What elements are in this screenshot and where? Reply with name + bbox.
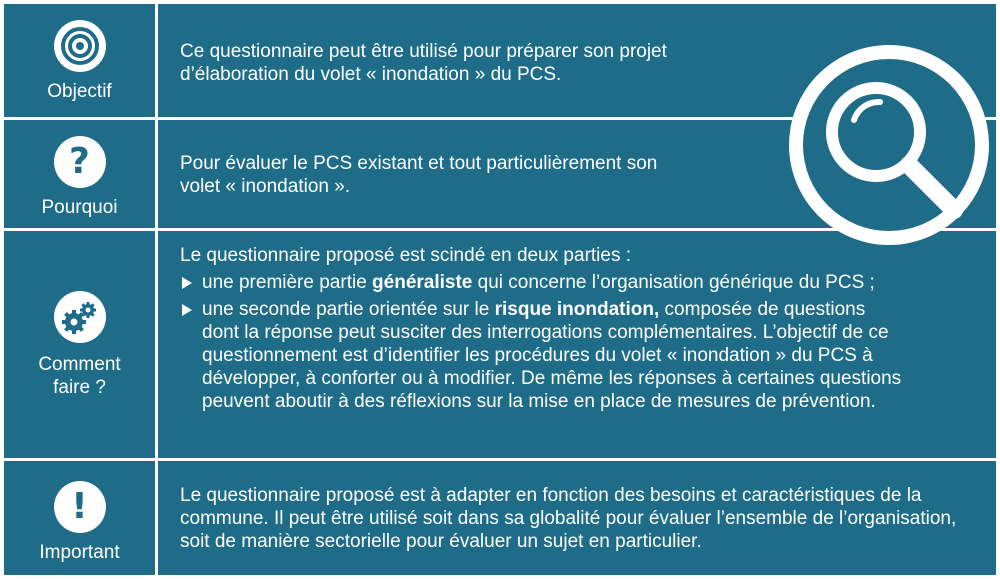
question-mark-icon: ? bbox=[54, 136, 106, 188]
exclamation-icon: ! bbox=[54, 481, 106, 533]
objectif-label: Objectif bbox=[47, 81, 112, 102]
comment-intro: Le questionnaire proposé est scindé en deux parties : bbox=[180, 245, 632, 266]
magnifying-glass-icon bbox=[784, 40, 994, 250]
comment-label-cell bbox=[4, 231, 155, 458]
important-label: Important bbox=[39, 542, 120, 563]
pourquoi-label-cell bbox=[4, 120, 155, 228]
objectif-text: Ce questionnaire peut être utilisé pour préparer son projet d’élaboration du volet « inondation » du PCS. bbox=[180, 41, 667, 85]
comment-bullet-list bbox=[180, 271, 970, 413]
important-text: Le questionnaire proposé est à adapter en fonction des besoins et caractéristiques de la commune. Il peut être utilisé soit dans sa globalité pour évaluer l’ensemble de l’organisation, soit de manière sectorielle pour évaluer un sujet en particulier. bbox=[180, 485, 957, 552]
pourquoi-label: Pourquoi bbox=[41, 197, 118, 218]
comment-label-line1: Comment bbox=[38, 353, 121, 375]
comment-bullet-1: une première partie généraliste qui concerne l’organisation générique du PCS ; bbox=[180, 271, 970, 294]
target-icon bbox=[54, 20, 106, 72]
comment-bullet-2: une seconde partie orientée sur le risque inondation, composée de questions dont la réponse peut susciter des interrogations complémentaires. L’objectif de ce questionnement est d’identifier les procédures du volet « inondation » du PCS à développer, à conforter ou à modifier. De même les réponses à certaines questions peuvent aboutir à des réflexions sur la mise en place de mesures de prévention. bbox=[180, 298, 902, 413]
gears-icon bbox=[54, 291, 106, 343]
pourquoi-text: Pour évaluer le PCS existant et tout particulièrement son volet « inondation ». bbox=[180, 153, 658, 197]
important-label-cell bbox=[4, 461, 155, 575]
objectif-label-cell bbox=[4, 4, 155, 117]
comment-label-line2: faire ? bbox=[53, 376, 106, 398]
triangle-bullet-icon bbox=[182, 304, 192, 316]
triangle-bullet-icon bbox=[182, 277, 192, 289]
comment-text bbox=[180, 244, 970, 417]
